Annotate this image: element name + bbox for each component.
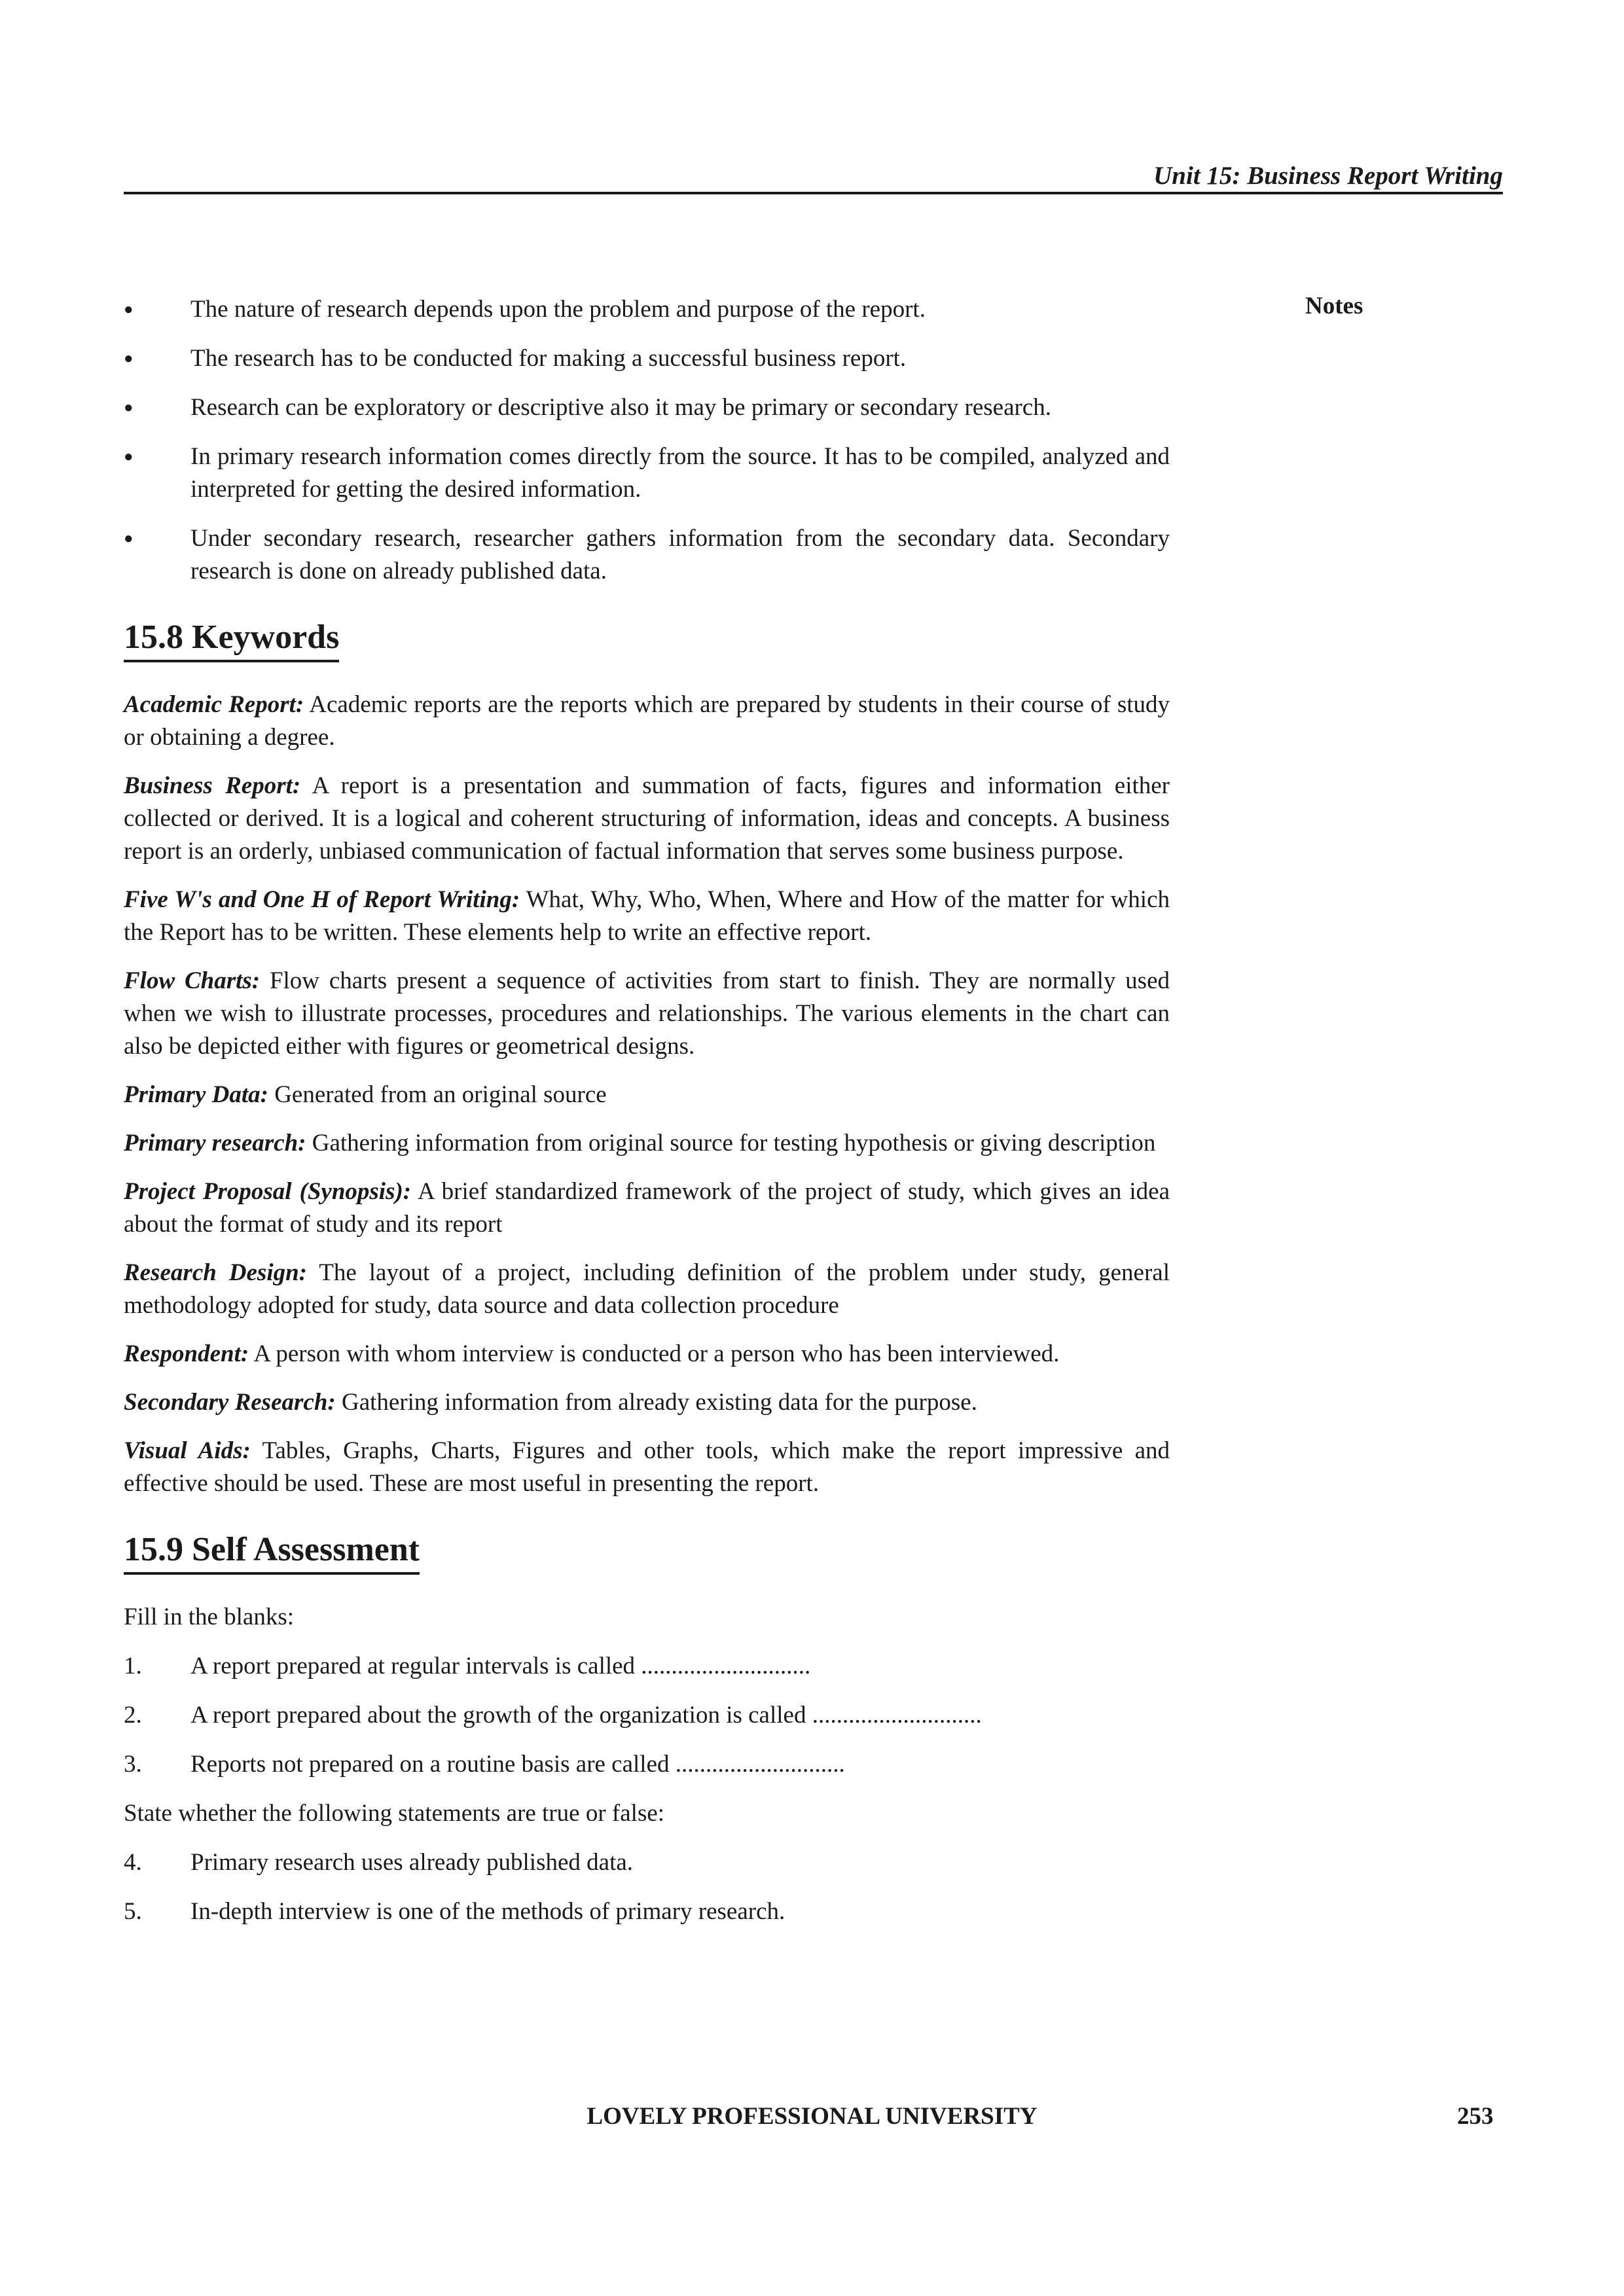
true-false-list (124, 1846, 1170, 1928)
keyword-entry (124, 1127, 1170, 1160)
keyword-definition: A report is a presentation and summation of facts, figures and information either collected or derived. It is a logical and coherent structuring of information, ideas and concepts. A business report is an orderly, unbiased communication of factual information that serves some business purpose. (124, 772, 1170, 865)
keyword-definition: Generated from an original source (268, 1081, 607, 1108)
keyword-entry (124, 770, 1170, 868)
keyword-entry (124, 884, 1170, 949)
page-number: 253 (1457, 2103, 1494, 2130)
keywords-heading-wrap (124, 617, 1170, 662)
keyword-entry (124, 1257, 1170, 1322)
question-number: 2. (124, 1702, 142, 1729)
keyword-entry (124, 1386, 1170, 1419)
question-text: Primary research uses already published data. (190, 1849, 634, 1876)
keyword-entry (124, 1079, 1170, 1111)
summary-bullet-list (124, 293, 1170, 588)
keyword-definition: The layout of a project, including definition of the problem under study, general methodology adopted for study, data source and data collection procedure (124, 1259, 1170, 1319)
notes-margin-label: Notes (1305, 293, 1363, 319)
keyword-term: Primary Data: (124, 1081, 268, 1108)
keyword-definition: Gathering information from original source for testing hypothesis or giving description (306, 1130, 1156, 1157)
self-assessment-heading-wrap (124, 1529, 1170, 1575)
keyword-term: Academic Report: (124, 691, 304, 718)
keyword-term: Secondary Research: (124, 1389, 336, 1416)
fill-blanks-list (124, 1650, 1170, 1781)
header-rule (124, 192, 1503, 194)
question-number: 4. (124, 1849, 142, 1876)
question-item (124, 1699, 1170, 1732)
keyword-entry (124, 689, 1170, 754)
running-header: Unit 15: Business Report Writing (1153, 162, 1503, 190)
keyword-term: Primary research: (124, 1130, 306, 1157)
footer-university: LOVELY PROFESSIONAL UNIVERSITY (586, 2103, 1038, 2130)
keyword-term: Respondent: (124, 1340, 249, 1367)
keyword-term: Flow Charts: (124, 967, 261, 994)
bullet-item: ● The research has to be conducted for making a successful business report. (124, 342, 1170, 375)
bullet-item: ● Under secondary research, researcher gathers information from the secondary data. Secondary research is done on already published data. (124, 522, 1170, 588)
keyword-term: Visual Aids: (124, 1437, 251, 1464)
question-item (124, 1650, 1170, 1683)
question-text: A report prepared at regular intervals is called ............................ (190, 1653, 811, 1679)
question-text: A report prepared about the growth of the organization is called ............................ (190, 1702, 982, 1729)
bullet-item: ● Research can be exploratory or descriptive also it may be primary or secondary research. (124, 391, 1170, 424)
keyword-term: Project Proposal (Synopsis): (124, 1178, 412, 1205)
question-number: 5. (124, 1898, 142, 1925)
question-text: Reports not prepared on a routine basis are called ............................ (190, 1751, 845, 1778)
bullet-item: ● In primary research information comes directly from the source. It has to be compiled, analyzed and interpreted for getting the desired information. (124, 440, 1170, 506)
question-item (124, 1846, 1170, 1879)
bullet-item: ● The nature of research depends upon the problem and purpose of the report. (124, 293, 1170, 326)
keyword-definition: A person with whom interview is conducted or a person who has been interviewed. (249, 1340, 1060, 1367)
question-item (124, 1748, 1170, 1781)
question-number: 3. (124, 1751, 142, 1778)
keywords-heading: 15.8 Keywords (124, 617, 339, 662)
question-item (124, 1895, 1170, 1928)
keyword-entry (124, 1338, 1170, 1371)
page-body (124, 293, 1170, 1945)
fill-blanks-intro: Fill in the blanks: (124, 1604, 295, 1630)
keyword-definition: A brief standardized framework of the project of study, which gives an idea about the format of study and its report (124, 1178, 1170, 1238)
keyword-definition: Tables, Graphs, Charts, Figures and other tools, which make the report impressive and effective should be used. These are most useful in presenting the report. (124, 1437, 1170, 1497)
keyword-term: Business Report: (124, 772, 301, 799)
keyword-definition: Gathering information from already existing data for the purpose. (335, 1389, 977, 1416)
true-false-intro: State whether the following statements are true or false: (124, 1800, 665, 1827)
question-number: 1. (124, 1653, 142, 1679)
keyword-term: Five W's and One H of Report Writing: (124, 886, 520, 913)
keyword-entry (124, 1435, 1170, 1500)
keyword-term: Research Design: (124, 1259, 307, 1286)
keyword-definition: Academic reports are the reports which are prepared by students in their course of study or obtaining a degree. (124, 691, 1170, 751)
keyword-definition: What, Why, Who, When, Where and How of the matter for which the Report has to be written. These elements help to write an effective report. (124, 886, 1170, 946)
question-text: In-depth interview is one of the methods of primary research. (190, 1898, 785, 1925)
keyword-definition: Flow charts present a sequence of activities from start to finish. They are normally used when we wish to illustrate processes, procedures and relationships. The various elements in the chart can also be depicted either with figures or geometrical designs. (124, 967, 1170, 1060)
self-assessment-heading: 15.9 Self Assessment (124, 1529, 420, 1575)
keyword-entry (124, 1175, 1170, 1241)
keyword-entry (124, 965, 1170, 1063)
